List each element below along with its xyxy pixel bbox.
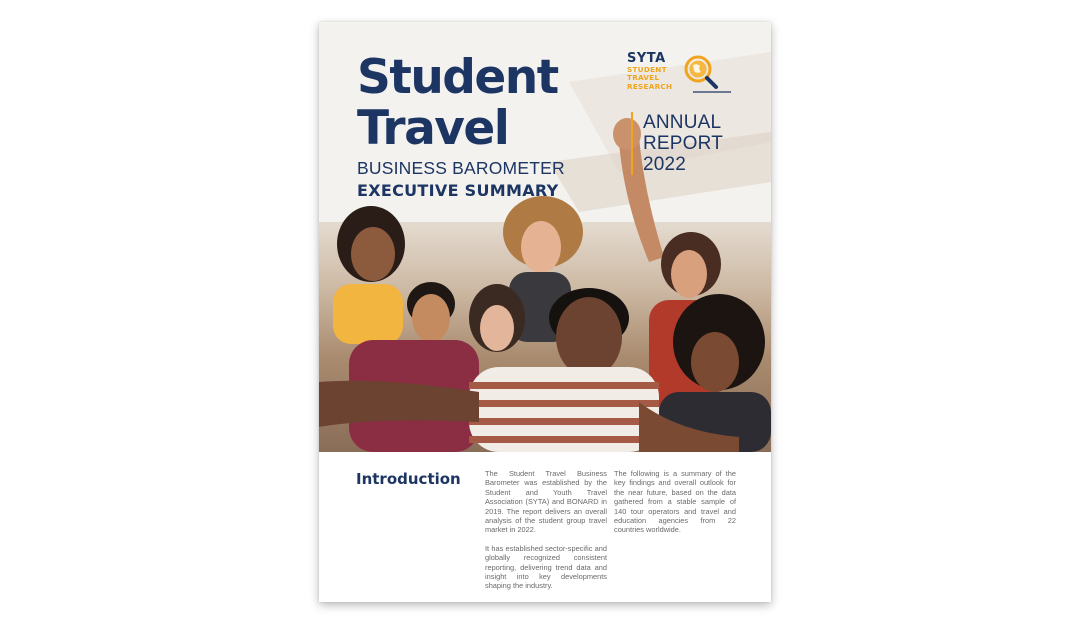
annual-report-label bbox=[631, 112, 723, 175]
report-line-report: REPORT bbox=[643, 133, 724, 154]
intro-column-right bbox=[614, 469, 736, 544]
intro-column-left bbox=[485, 469, 607, 600]
report-year: 2022 bbox=[643, 154, 687, 175]
magnifier-globe-icon bbox=[683, 54, 733, 94]
subtitle-executive-summary: EXECUTIVE SUMMARY bbox=[357, 181, 559, 200]
report-line-annual: ANNUAL bbox=[643, 112, 722, 133]
subtitle-business-barometer: BUSINESS BAROMETER bbox=[357, 158, 565, 178]
title-travel: Travel bbox=[357, 101, 509, 156]
intro-paragraph-2: It has established sector-specific and globally recognized consistent reporting, delivering trend data and insight into key developments shaping the industry. bbox=[485, 543, 607, 591]
logo-line-research: RESEARCH bbox=[627, 81, 673, 91]
syta-logo bbox=[627, 52, 737, 98]
logo-syta-text: SYTA bbox=[627, 51, 666, 66]
title-student: Student bbox=[357, 50, 558, 105]
introduction-heading: Introduction bbox=[356, 470, 461, 488]
intro-paragraph-3: The following is a summary of the key findings and overall outlook for the near future, based on the data gathered from a stable sample of 140 tour operators and travel and education agencies from 22 countries worldwide. bbox=[614, 469, 736, 535]
logo-line-travel: TRAVEL bbox=[627, 73, 660, 83]
intro-paragraph-1: The Student Travel Business Barometer was established by the Student and Youth Travel Association (SYTA) and BONARD in 2019. The report delivers an overall analysis of the student group travel market in 2022. bbox=[485, 469, 607, 535]
report-cover-page bbox=[319, 22, 771, 602]
logo-line-student: STUDENT bbox=[627, 65, 667, 74]
cover-photo-students-selfie bbox=[319, 22, 771, 452]
cover-title-block bbox=[357, 52, 565, 200]
